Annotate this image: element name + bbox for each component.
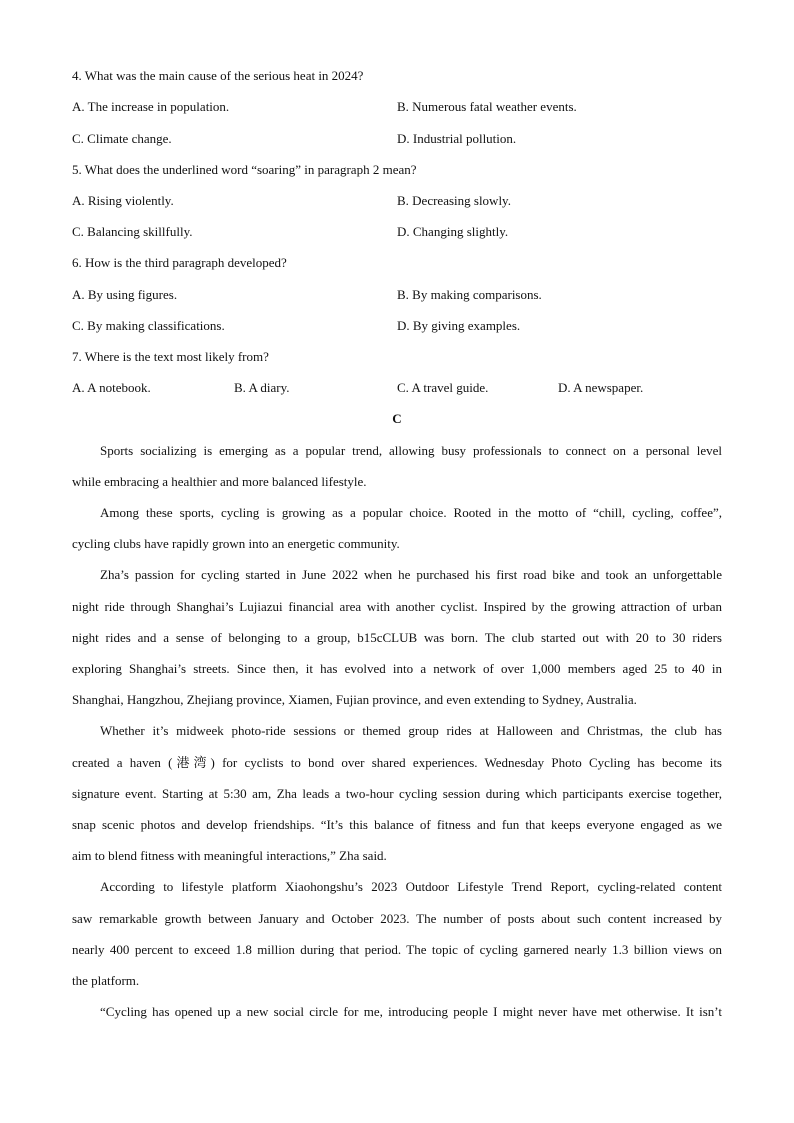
question-6-option-a: A. By using figures. bbox=[72, 287, 178, 302]
question-7-option-d: D. A newspaper. bbox=[558, 380, 644, 395]
question-4-stem: 4. What was the main cause of the serious heat in 2024? bbox=[72, 68, 364, 83]
question-6-option-d: D. By giving examples. bbox=[397, 318, 521, 333]
paragraph-line: created a haven (港湾) for cyclists to bond over shared experiences. Wednesday Photo Cycling has become its bbox=[72, 755, 722, 770]
question-4-option-c: C. Climate change. bbox=[72, 131, 172, 146]
question-5-option-d: D. Changing slightly. bbox=[397, 224, 509, 239]
paragraph-line: Whether it’s midweek photo-ride sessions or themed group rides at Halloween and Christmas, the club has bbox=[100, 723, 722, 738]
question-6-option-b: B. By making comparisons. bbox=[397, 287, 542, 302]
paragraph-line: Sports socializing is emerging as a popular trend, allowing busy professionals to connect on a personal level bbox=[100, 443, 722, 458]
paragraph-line: the platform. bbox=[72, 973, 140, 988]
paragraph-line: cycling clubs have rapidly grown into an energetic community. bbox=[72, 536, 400, 551]
paragraph-line: while embracing a healthier and more balanced lifestyle. bbox=[72, 474, 367, 489]
question-5-option-b: B. Decreasing slowly. bbox=[397, 193, 511, 208]
question-6-stem: 6. How is the third paragraph developed? bbox=[72, 255, 287, 270]
section-title: C bbox=[392, 411, 402, 426]
paragraph-line: aim to blend fitness with meaningful interactions,” Zha said. bbox=[72, 848, 387, 863]
question-6-option-c: C. By making classifications. bbox=[72, 318, 225, 333]
paragraph-line: According to lifestyle platform Xiaohongshu’s 2023 Outdoor Lifestyle Trend Report, cycling-related content bbox=[100, 879, 722, 894]
paragraph-line: Zha’s passion for cycling started in June 2022 when he purchased his first road bike and took an unforgettable bbox=[100, 567, 722, 582]
question-7-option-c: C. A travel guide. bbox=[397, 380, 489, 395]
question-4-option-a: A. The increase in population. bbox=[72, 99, 230, 114]
paragraph-line: night ride through Shanghai’s Lujiazui financial area with another cyclist. Inspired by the growing attraction of urban bbox=[72, 599, 722, 614]
paragraph-line: Among these sports, cycling is growing as a popular choice. Rooted in the motto of “chill, cycling, coffee”, bbox=[100, 505, 722, 520]
paragraph-line: signature event. Starting at 5:30 am, Zha leads a two-hour cycling session during which participants exercise together, bbox=[72, 786, 722, 801]
question-5-option-a: A. Rising violently. bbox=[72, 193, 174, 208]
paragraph-line: night rides and a sense of belonging to a group, b15cCLUB was born. The club started out with 20 to 30 riders bbox=[72, 630, 722, 645]
paragraph-line: snap scenic photos and develop friendships. “It’s this balance of fitness and fun that keeps everyone engaged as we bbox=[72, 817, 722, 832]
paragraph-line: “Cycling has opened up a new social circle for me, introducing people I might never have met otherwise. It isn’t bbox=[100, 1004, 722, 1019]
paragraph-line: exploring Shanghai’s streets. Since then, it has evolved into a network of over 1,000 members aged 25 to 40 in bbox=[72, 661, 722, 676]
question-7-option-b: B. A diary. bbox=[234, 380, 290, 395]
question-4-option-d: D. Industrial pollution. bbox=[397, 131, 517, 146]
question-7-option-a: A. A notebook. bbox=[72, 380, 151, 395]
question-5-option-c: C. Balancing skillfully. bbox=[72, 224, 193, 239]
question-7-stem: 7. Where is the text most likely from? bbox=[72, 349, 269, 364]
question-4-option-b: B. Numerous fatal weather events. bbox=[397, 99, 577, 114]
paragraph-line: nearly 400 percent to exceed 1.8 million during that period. The topic of cycling garnered nearly 1.3 billion views on bbox=[72, 942, 722, 957]
question-5-stem: 5. What does the underlined word “soaring” in paragraph 2 mean? bbox=[72, 162, 417, 177]
paragraph-line: saw remarkable growth between January and October 2023. The number of posts about such content increased by bbox=[72, 911, 722, 926]
paragraph-line: Shanghai, Hangzhou, Zhejiang province, Xiamen, Fujian province, and even extending to Sydney, Australia. bbox=[72, 692, 637, 707]
